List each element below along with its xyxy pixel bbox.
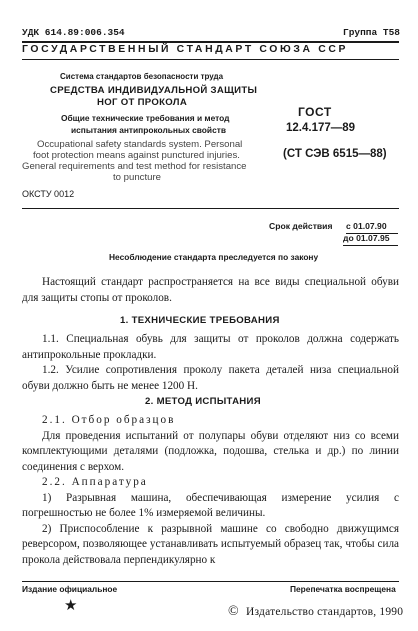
reprint-prohibited-label: Перепечатка воспрещена	[290, 584, 396, 594]
standard-subtitle-line1: Общие технические требования и метод	[61, 113, 230, 123]
standard-title-line1: СРЕДСТВА ИНДИВИДУАЛЬНОЙ ЗАЩИТЫ	[50, 85, 258, 96]
intro-text: Настоящий стандарт распространяется на все виды специальной обуви для защиты стопы от проколов.	[22, 276, 399, 304]
english-title-line2: foot protection means against punctured injuries.	[33, 150, 240, 161]
official-edition-label: Издание официальное	[22, 584, 118, 594]
standard-banner: ГОСУДАРСТВЕННЫЙ СТАНДАРТ СОЮЗА ССР	[22, 44, 349, 55]
copyright-icon: ©	[228, 604, 239, 619]
clause-1-1: 1.1. Специальная обувь для защиты от проколов должна содержать антипрокольные прокладки.	[22, 333, 399, 361]
footer-rule	[22, 581, 399, 582]
intro-paragraph	[22, 275, 399, 306]
title-block-bottom-rule	[22, 208, 399, 209]
apparatus-item-2: 2) Приспособление к разрывной машине со свободно движущимся реверсором, позволяющее устанавливать испытуемый образец так, чтобы сила прокола действовала перпендикулярно к	[22, 522, 399, 566]
validity-to: до 01.07.95	[343, 233, 390, 243]
gost-label: ГОСТ	[298, 105, 332, 119]
section2-body	[22, 413, 399, 568]
standard-subtitle-line2: испытания антипрокольных свойств	[71, 125, 226, 135]
section2-heading: 2. МЕТОД ИСПЫТАНИЯ	[145, 396, 261, 407]
standard-title-line2: НОГ ОТ ПРОКОЛА	[97, 97, 188, 108]
udk-code: УДК 614.89:006.354	[22, 27, 125, 38]
english-title-line1: Occupational safety standards system. Personal	[37, 139, 243, 150]
validity-label: Срок действия	[269, 221, 333, 231]
top-rule	[22, 41, 399, 43]
english-title-line3: General requirements and test method for resistance	[22, 161, 247, 172]
gost-number: 12.4.177—89	[286, 122, 356, 134]
clause-2-2-heading: 2.2. Аппаратура	[42, 476, 148, 488]
validity-to-underline	[343, 245, 398, 246]
apparatus-item-1: 1) Разрывная машина, обеспечивающая измерение усилия с погрешностью не более 1% измеряемой величины.	[22, 491, 399, 519]
system-name: Система стандартов безопасности труда	[60, 72, 224, 81]
okstu-code: ОКСТУ 0012	[22, 189, 75, 199]
validity-from: с 01.07.90	[346, 221, 387, 231]
legal-warning: Несоблюдение стандарта преследуется по закону	[109, 252, 319, 262]
section1-heading: 1. ТЕХНИЧЕСКИЕ ТРЕБОВАНИЯ	[120, 315, 280, 326]
copyright-text: Издательство стандартов, 1990	[246, 606, 404, 618]
clause-2-1-heading: 2.1. Отбор образцов	[42, 414, 176, 426]
section1-body	[22, 332, 399, 394]
english-title-line4: to puncture	[113, 172, 162, 183]
star-icon: ★	[64, 598, 78, 614]
clause-1-2: 1.2. Усилие сопротивления проколу пакета деталей низа специальной обуви должно быть не менее 1200 Н.	[22, 364, 399, 392]
clause-2-1-text: Для проведения испытаний от полупары обуви отделяют низ со всеми комплектующими деталями (подложка, подошва, стелька и др.) по линии соединения с верхом.	[22, 429, 399, 473]
st-sev-number: (СТ СЭВ 6515—88)	[283, 148, 387, 160]
banner-rule	[22, 59, 399, 60]
group-code: Группа Т58	[343, 27, 401, 38]
